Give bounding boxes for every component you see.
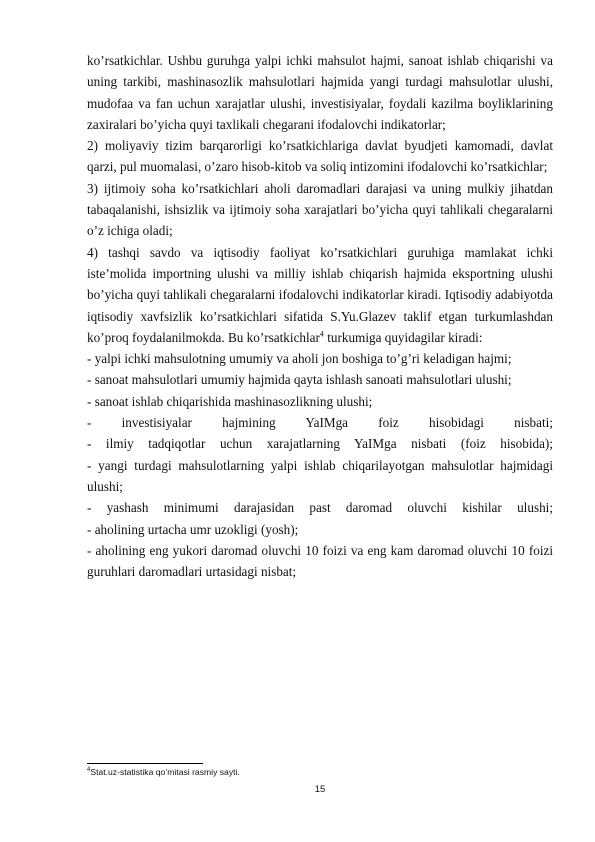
footnote-divider [87,763,203,764]
list-item: - aholining urtacha umr uzokligi (yosh); [87,521,299,537]
list-item: - sanoat mahsulotlari umumiy hajmida qayta ishlash sanoati mahsulotlari ulushi; [87,372,512,388]
list-item: - yangi turdagi mahsulotlarning yalpi ishlab chiqarilayotgan mahsulotlar hajmidagi ulushi; [87,457,553,494]
paragraph-foreign-trade-tail: turkumiga quyidagilar kiradi: [323,329,483,345]
footnote-marker: 4 [87,767,91,774]
paragraph-foreign-trade [87,242,553,348]
list-item: - investisiyalar hajmining YaIMga foiz hisobidagi nisbati; [87,415,553,431]
paragraph-financial-stability: 2) moliyaviy tizim barqarorligi ko’rsatkichlariga davlat byudjeti kamomadi, davlat qarzi, pul muomalasi, o’zaro hisob-kitob va soliq intizomini ifodalovchi ko’rsatkichlar; [87,138,553,175]
list-item: - yashash minimumi darajasidan past daromad oluvchi kishilar ulushi; [87,500,553,516]
list-item: - ilmiy tadqiqotlar uchun xarajatlarning YaIMga nisbati (foiz hisobida); [87,436,553,452]
footnote-text: Stat.uz-statistika qo’mitasi rasmiy sayti. [90,767,240,777]
list-item: - yalpi ichki mahsulotning umumiy va aholi jon boshiga to’g’ri keladigan hajmi; [87,351,512,367]
list-item: - aholining eng yukori daromad oluvchi 10 foizi va eng kam daromad oluvchi 10 foizi guruhlari daromadlari urtasidagi nisbat; [87,542,553,580]
list-item: - sanoat ishlab chiqarishida mashinasozlikning ulushi; [87,393,373,409]
footnote [87,767,553,778]
paragraph-foreign-trade-text: 4) tashqi savdo va iqtisodiy faoliyat ko’rsatkichlari guruhiga mamlakat ichki iste’molida importning ulushi va milliy ishlab chiqarish hajmida eksportning ulushi bo’yicha quyi tahlikali chegaralarni ifodalovchi indikatorlar kiradi. Iqtisodiy adabiyotda iqtisodiy xavfsizlik ko’rsatkichlari sifatida S.Yu.Glazev taklif etgan turkumlashdan ko’proq foydalanilmokda. Bu ko’rsatkichlar [87,244,553,345]
paragraph-social-sphere: 3) ijtimoiy soha ko’rsatkichlari aholi daromadlari darajasi va uning mulkiy jihatdan tabaqalanishi, ishsizlik va ijtimoiy soha xarajatlari bo’yicha quyi tahlikali chegaralarni o’z ichiga oladi; [87,180,553,239]
body-text [87,50,553,582]
page-number: 15 [314,784,326,795]
footnote-reference[interactable]: 4 [319,329,324,339]
paragraph-indicators-continued: ko’rsatkichlar. Ushbu guruhga yalpi ichki mahsulot hajmi, sanoat ishlab chiqarishi va uning tarkibi, mashinasozlik mahsulotlari hajmida yangi turdagi mahsulotlar ulushi, mudofaa va fan uchun xarajatlar ulushi, investisiyalar, foydali kazilma boyliklarining zaxiralari bo’yicha quyi taxlikali chegarani ifodalovchi indikatorlar; [87,53,553,132]
